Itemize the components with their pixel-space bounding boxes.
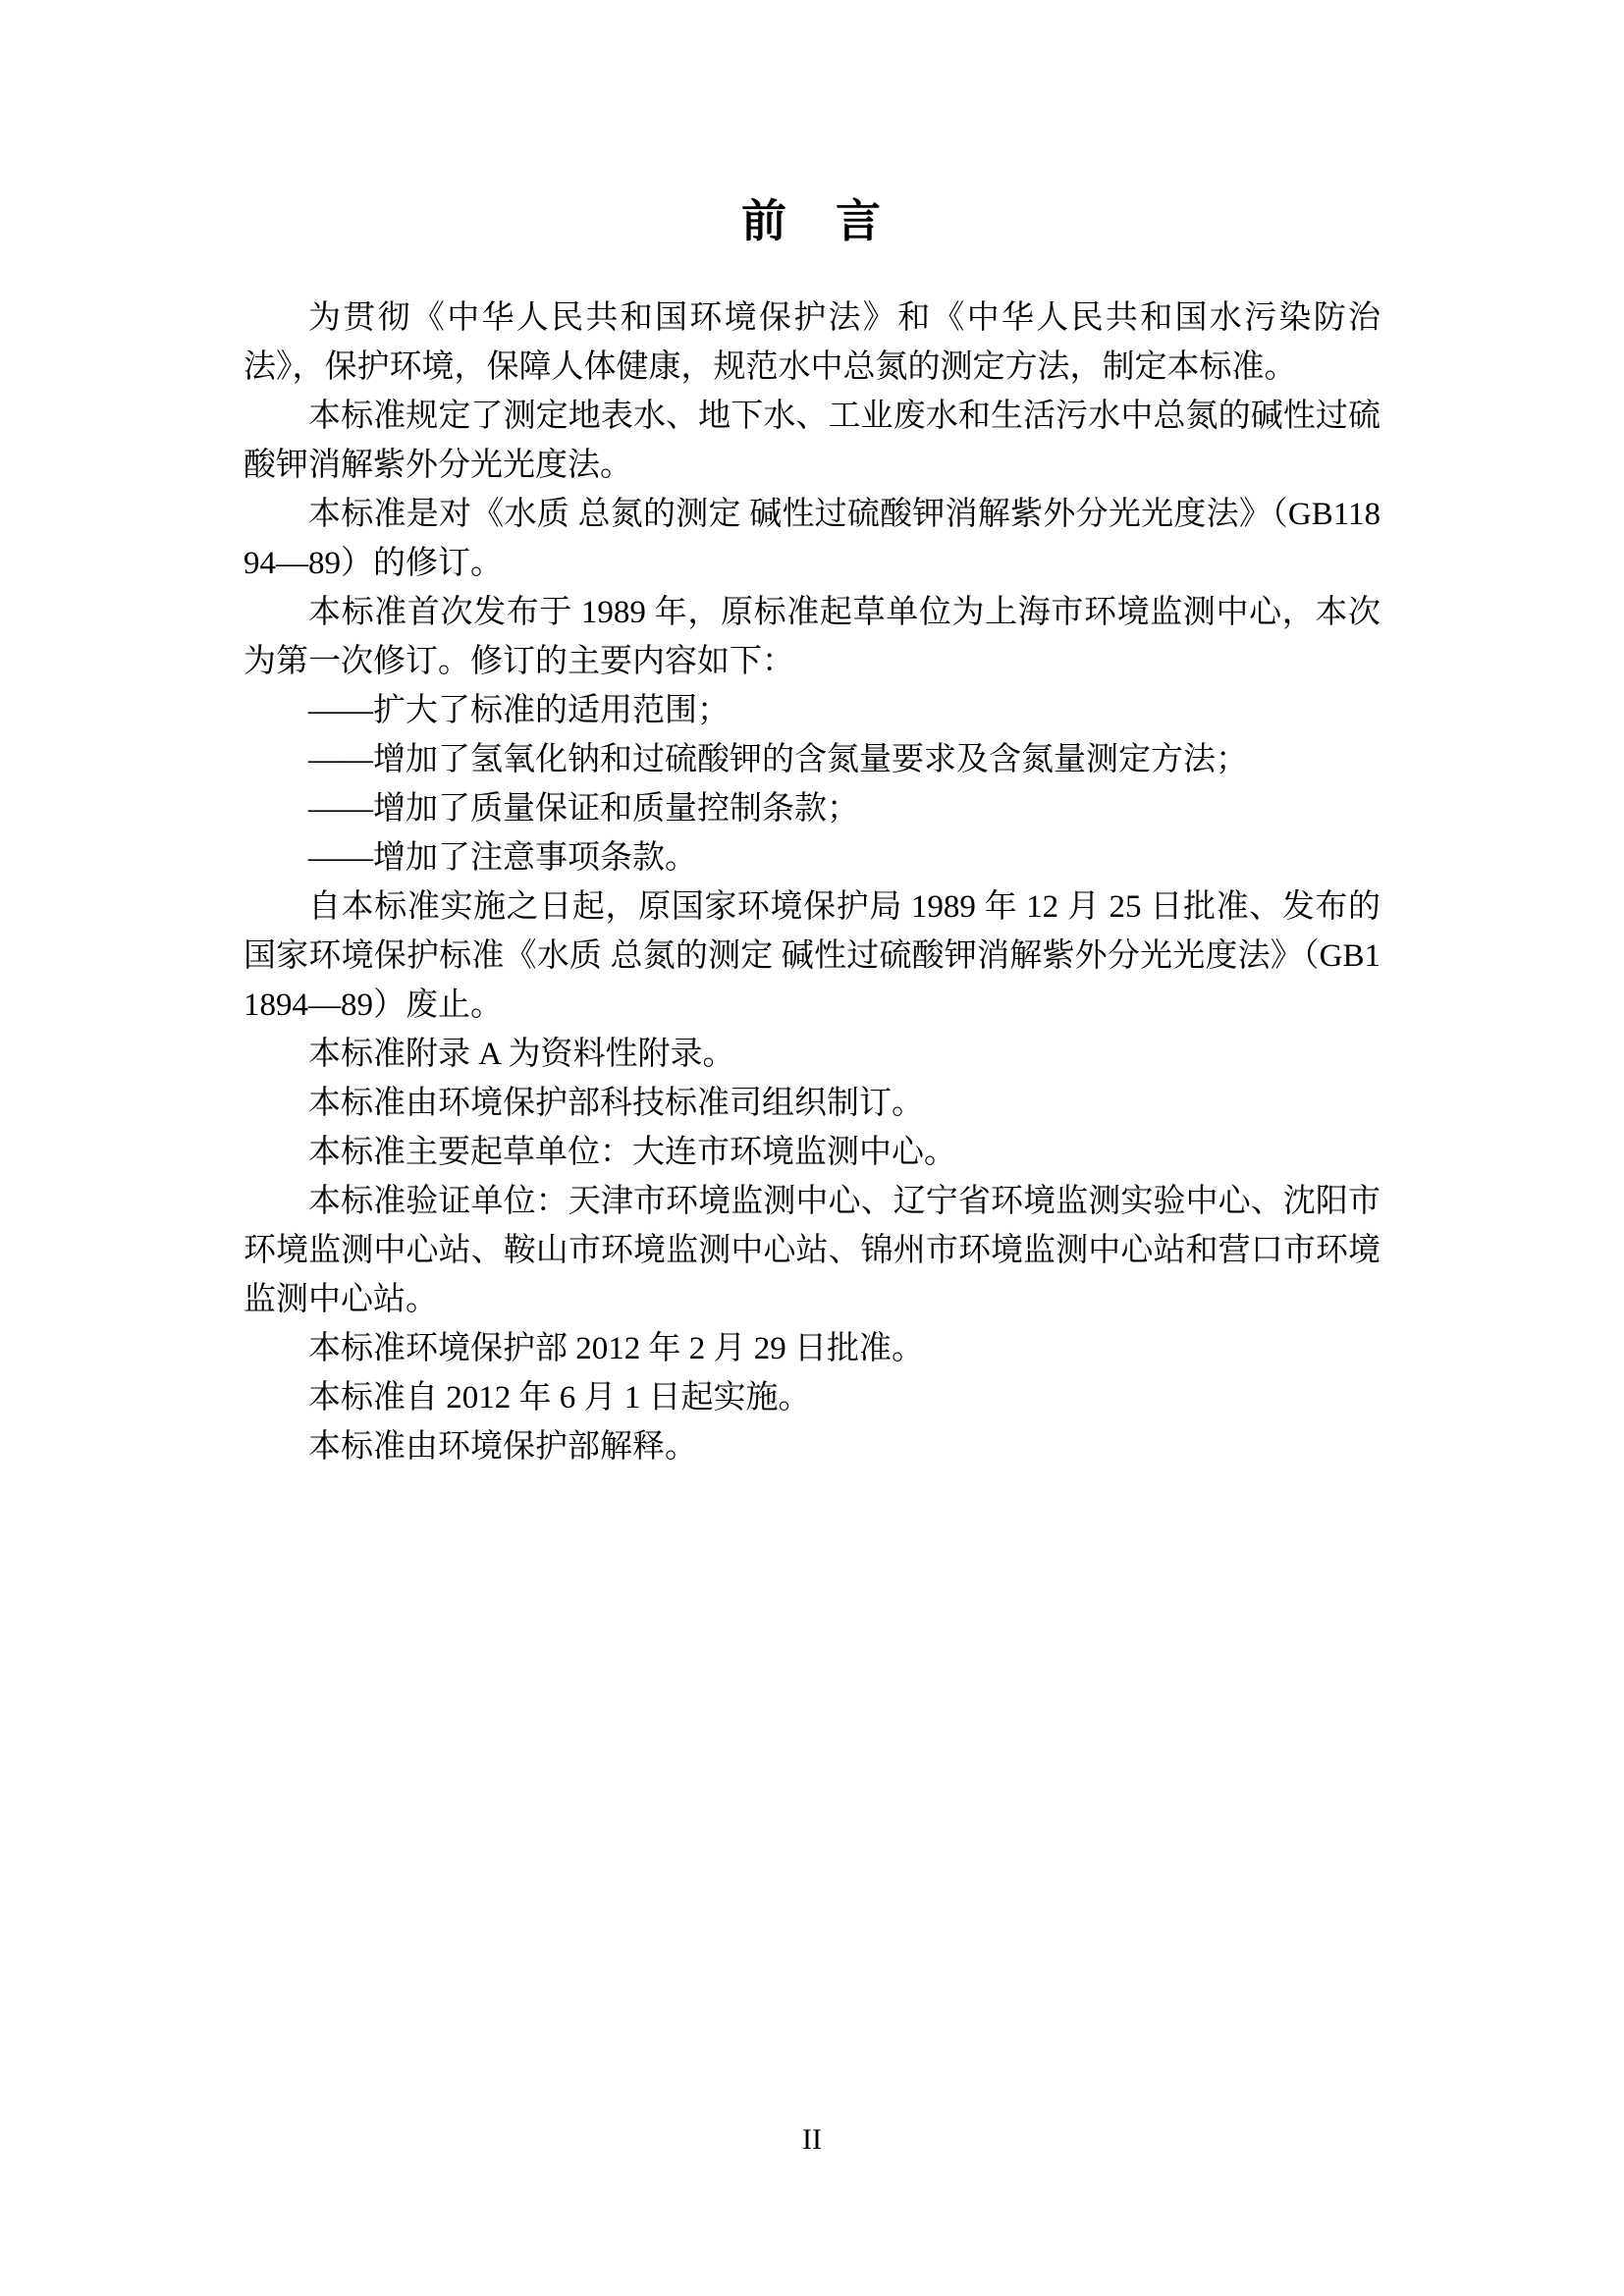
- bullet-nitrogen-requirements: ——增加了氢氧化钠和过硫酸钾的含氮量要求及含氮量测定方法；: [308, 741, 1248, 777]
- paragraph-organizer: 本标准由环境保护部科技标准司组织制订。: [308, 1085, 924, 1121]
- page-number: II: [802, 2123, 822, 2156]
- paragraph-approval-date: 本标准环境保护部 2012 年 2 月 29 日批准。: [308, 1330, 924, 1366]
- paragraph-purpose: 为贯彻《中华人民共和国环境保护法》和《中华人民共和国水污染防治法》，保护环境，保障人体健康，规范水中总氮的测定方法，制定本标准。: [244, 299, 1380, 385]
- paragraph-revision-of: 本标准是对《水质 总氮的测定 碱性过硫酸钾消解紫外分光光度法》（GB11894—89）的修订。: [244, 496, 1380, 581]
- paragraph-drafting-unit: 本标准主要起草单位：大连市环境监测中心。: [308, 1134, 956, 1170]
- document-content: [244, 0, 1380, 1471]
- bullet-qa-qc: ——增加了质量保证和质量控制条款；: [308, 790, 859, 827]
- paragraph-interpretation: 本标准由环境保护部解释。: [308, 1428, 697, 1465]
- paragraph-implementation-date: 本标准自 2012 年 6 月 1 日起实施。: [308, 1379, 811, 1415]
- bullet-scope-expanded: ——扩大了标准的适用范围；: [308, 692, 730, 728]
- paragraph-verification-units: 本标准验证单位：天津市环境监测中心、辽宁省环境监测实验中心、沈阳市环境监测中心站、鞍山市环境监测中心站、锦州市环境监测中心站和营口市环境监测中心站。: [244, 1183, 1380, 1317]
- paragraph-history: 本标准首次发布于 1989 年，原标准起草单位为上海市环境监测中心，本次为第一次修订。修订的主要内容如下：: [244, 594, 1380, 679]
- paragraph-supersedes: 自本标准实施之日起，原国家环境保护局 1989 年 12 月 25 日批准、发布的国家环境保护标准《水质 总氮的测定 碱性过硫酸钾消解紫外分光光度法》（GB11894—89）废止。: [244, 888, 1380, 1023]
- bullet-precautions: ——增加了注意事项条款。: [308, 839, 697, 876]
- page-title: 前 言: [741, 196, 883, 246]
- paragraph-scope: 本标准规定了测定地表水、地下水、工业废水和生活污水中总氮的碱性过硫酸钾消解紫外分光光度法。: [244, 398, 1380, 483]
- paragraph-appendix: 本标准附录 A 为资料性附录。: [308, 1036, 735, 1072]
